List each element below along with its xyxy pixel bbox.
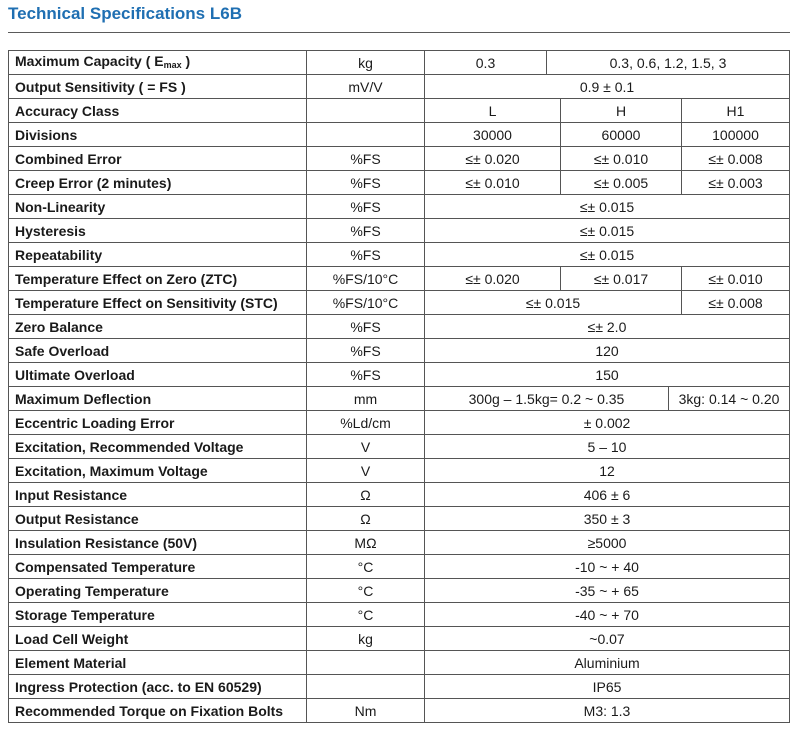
- parameter-cell: [9, 387, 307, 411]
- unit-cell: %FS: [307, 195, 425, 219]
- value-cell: Aluminium: [425, 651, 790, 675]
- value-cell: ≤± 0.010: [682, 267, 790, 291]
- unit-cell: Ω: [307, 483, 425, 507]
- value-cell: ± 0.002: [425, 411, 790, 435]
- unit-cell: %FS/10°C: [307, 267, 425, 291]
- parameter-label: Output Resistance: [15, 510, 139, 527]
- parameter-label: Input Resistance: [15, 486, 128, 503]
- value-cell: ≤± 0.015: [425, 219, 790, 243]
- title-divider: [8, 32, 790, 33]
- parameter-cell: [9, 363, 307, 387]
- unit-cell: [307, 123, 425, 147]
- parameter-label: Load Cell Weight: [15, 630, 129, 647]
- unit-cell: MΩ: [307, 531, 425, 555]
- value-cell: 120: [425, 339, 790, 363]
- value-cell: 30000: [425, 123, 561, 147]
- unit-cell: °C: [307, 603, 425, 627]
- value-cell: ≤± 0.020: [425, 147, 561, 171]
- parameter-label: Insulation Resistance (50V): [15, 534, 198, 551]
- value-cell: 100000: [682, 123, 790, 147]
- spec-row: [9, 483, 790, 507]
- value-cell: 0.3: [425, 51, 547, 75]
- value-cell: ≤± 0.015: [425, 243, 790, 267]
- value-cell: ≤± 0.020: [425, 267, 561, 291]
- parameter-cell: [9, 555, 307, 579]
- parameter-label: Temperature Effect on Zero (ZTC): [15, 270, 238, 287]
- value-cell: ≤± 0.005: [561, 171, 682, 195]
- spec-row: [9, 411, 790, 435]
- parameter-cell: [9, 267, 307, 291]
- unit-cell: %FS: [307, 147, 425, 171]
- value-cell: H: [561, 99, 682, 123]
- value-cell: ≤± 0.003: [682, 171, 790, 195]
- value-cell: 0.3, 0.6, 1.2, 1.5, 3: [547, 51, 790, 75]
- value-cell: IP65: [425, 675, 790, 699]
- parameter-cell: [9, 123, 307, 147]
- unit-cell: %FS: [307, 315, 425, 339]
- parameter-label: Storage Temperature: [15, 606, 155, 623]
- parameter-cell: [9, 339, 307, 363]
- parameter-label: Compensated Temperature: [15, 558, 196, 575]
- unit-cell: °C: [307, 555, 425, 579]
- value-cell: ≤± 2.0: [425, 315, 790, 339]
- parameter-label: Recommended Torque on Fixation Bolts: [15, 702, 284, 719]
- spec-row: [9, 195, 790, 219]
- parameter-cell: [9, 459, 307, 483]
- unit-cell: %FS: [307, 171, 425, 195]
- value-cell: 150: [425, 363, 790, 387]
- value-cell: ≤± 0.015: [425, 291, 682, 315]
- parameter-suffix: ): [181, 52, 191, 69]
- value-cell: 3kg: 0.14 ~ 0.20: [669, 387, 790, 411]
- value-cell: 60000: [561, 123, 682, 147]
- spec-row: [9, 291, 790, 315]
- parameter-cell: [9, 147, 307, 171]
- parameter-cell: [9, 315, 307, 339]
- value-cell: 406 ± 6: [425, 483, 790, 507]
- unit-cell: %FS/10°C: [307, 291, 425, 315]
- parameter-cell: [9, 675, 307, 699]
- unit-cell: [307, 675, 425, 699]
- unit-cell: kg: [307, 51, 425, 75]
- parameter-cell: [9, 99, 307, 123]
- unit-cell: %FS: [307, 339, 425, 363]
- unit-cell: Ω: [307, 507, 425, 531]
- unit-cell: %Ld/cm: [307, 411, 425, 435]
- spec-table: [8, 50, 790, 723]
- unit-cell: [307, 651, 425, 675]
- value-cell: -40 ~ + 70: [425, 603, 790, 627]
- unit-cell: Nm: [307, 699, 425, 723]
- parameter-cell: [9, 75, 307, 99]
- spec-row: [9, 219, 790, 243]
- spec-row: [9, 243, 790, 267]
- parameter-label: Maximum Capacity ( E: [15, 52, 164, 69]
- spec-row: [9, 75, 790, 99]
- spec-row: [9, 387, 790, 411]
- parameter-label: Creep Error (2 minutes): [15, 174, 172, 191]
- spec-row: [9, 603, 790, 627]
- parameter-label: Ingress Protection (acc. to EN 60529): [15, 678, 262, 695]
- unit-cell: mV/V: [307, 75, 425, 99]
- parameter-cell: [9, 651, 307, 675]
- spec-row: [9, 627, 790, 651]
- spec-table-body: [9, 51, 790, 723]
- value-cell: H1: [682, 99, 790, 123]
- unit-cell: %FS: [307, 219, 425, 243]
- parameter-label: Divisions: [15, 126, 78, 143]
- parameter-cell: [9, 171, 307, 195]
- value-cell: 5 – 10: [425, 435, 790, 459]
- parameter-label: Excitation, Recommended Voltage: [15, 438, 244, 455]
- spec-row: [9, 99, 790, 123]
- parameter-label: Element Material: [15, 654, 127, 671]
- unit-cell: %FS: [307, 363, 425, 387]
- parameter-cell: [9, 627, 307, 651]
- value-cell: 12: [425, 459, 790, 483]
- value-cell: ≤± 0.008: [682, 291, 790, 315]
- parameter-cell: [9, 603, 307, 627]
- spec-row: [9, 339, 790, 363]
- spec-row: [9, 267, 790, 291]
- parameter-cell: [9, 507, 307, 531]
- value-cell: ≤± 0.008: [682, 147, 790, 171]
- parameter-label: Hysteresis: [15, 222, 86, 239]
- parameter-cell: [9, 219, 307, 243]
- value-cell: ≤± 0.010: [425, 171, 561, 195]
- parameter-label: Non-Linearity: [15, 198, 106, 215]
- parameter-label: Temperature Effect on Sensitivity (STC): [15, 294, 278, 311]
- parameter-cell: [9, 195, 307, 219]
- parameter-cell: [9, 411, 307, 435]
- value-cell: ≤± 0.015: [425, 195, 790, 219]
- parameter-label: Eccentric Loading Error: [15, 414, 175, 431]
- spec-row: [9, 363, 790, 387]
- value-cell: ~0.07: [425, 627, 790, 651]
- spec-row: [9, 675, 790, 699]
- spec-row: [9, 579, 790, 603]
- value-cell: 300g – 1.5kg= 0.2 ~ 0.35: [425, 387, 669, 411]
- spec-row: [9, 435, 790, 459]
- unit-cell: mm: [307, 387, 425, 411]
- value-cell: -35 ~ + 65: [425, 579, 790, 603]
- unit-cell: kg: [307, 627, 425, 651]
- spec-row: [9, 699, 790, 723]
- unit-cell: °C: [307, 579, 425, 603]
- value-cell: ≤± 0.017: [561, 267, 682, 291]
- spec-row: [9, 531, 790, 555]
- spec-row: [9, 171, 790, 195]
- parameter-cell: [9, 531, 307, 555]
- unit-cell: V: [307, 459, 425, 483]
- parameter-cell: [9, 243, 307, 267]
- parameter-label: Zero Balance: [15, 318, 103, 335]
- parameter-label: Combined Error: [15, 150, 122, 167]
- parameter-label: Safe Overload: [15, 342, 110, 359]
- parameter-cell: [9, 291, 307, 315]
- spec-row: [9, 51, 790, 75]
- value-cell: ≤± 0.010: [561, 147, 682, 171]
- parameter-cell: [9, 699, 307, 723]
- unit-cell: V: [307, 435, 425, 459]
- parameter-label: Excitation, Maximum Voltage: [15, 462, 208, 479]
- value-cell: -10 ~ + 40: [425, 555, 790, 579]
- page-title: Technical Specifications L6B: [8, 4, 242, 23]
- parameter-label: Ultimate Overload: [15, 366, 135, 383]
- unit-cell: [307, 99, 425, 123]
- spec-row: [9, 147, 790, 171]
- value-cell: ≥5000: [425, 531, 790, 555]
- parameter-cell: [9, 51, 307, 75]
- parameter-subscript: max: [163, 59, 182, 70]
- parameter-label: Output Sensitivity ( = FS ): [15, 78, 186, 95]
- parameter-label: Maximum Deflection: [15, 390, 152, 407]
- spec-row: [9, 555, 790, 579]
- value-cell: L: [425, 99, 561, 123]
- spec-row: [9, 315, 790, 339]
- parameter-label: Operating Temperature: [15, 582, 169, 599]
- unit-cell: %FS: [307, 243, 425, 267]
- parameter-cell: [9, 483, 307, 507]
- spec-row: [9, 651, 790, 675]
- value-cell: 0.9 ± 0.1: [425, 75, 790, 99]
- parameter-label: Repeatability: [15, 246, 103, 263]
- value-cell: 350 ± 3: [425, 507, 790, 531]
- spec-row: [9, 507, 790, 531]
- value-cell: M3: 1.3: [425, 699, 790, 723]
- parameter-cell: [9, 435, 307, 459]
- spec-row: [9, 123, 790, 147]
- parameter-cell: [9, 579, 307, 603]
- parameter-label: Accuracy Class: [15, 102, 120, 119]
- spec-row: [9, 459, 790, 483]
